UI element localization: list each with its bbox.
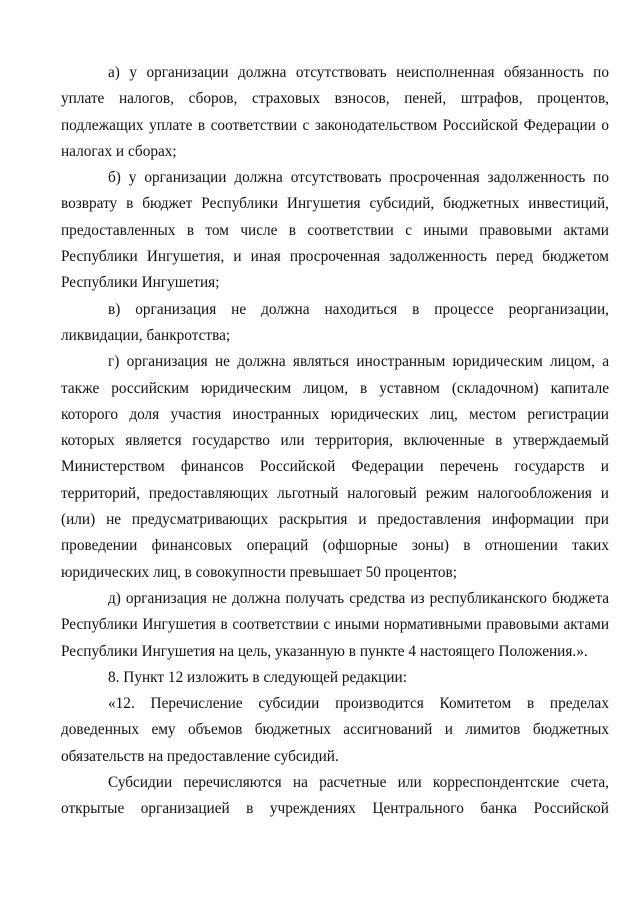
- paragraph-item-12: «12. Перечисление субсидии производится Комитетом в пределах доведенных ему объемов бюджетных ассигнований и лимитов бюджетных обязательств на предоставление субсидий.: [61, 695, 609, 765]
- document-page: [61, 60, 609, 823]
- paragraph-b: б) у организации должна отсутствовать просроченная задолженность по возврату в бюджет Республики Ингушетия субсидий, бюджетных инвестиций, предоставленных в том числе в соответствии с иными правовыми актами Республики Ингушетия, и иная просроченная задолженность перед бюджетом Республики Ингушетия;: [61, 169, 609, 292]
- paragraph-d: д) организация не должна получать средства из республиканского бюджета Республики Ингушетия в соответствии с иными нормативными правовыми актами Республики Ингушетия на цель, указанную в пункте 4 настоящего Положения.».: [61, 589, 609, 660]
- paragraph-item-8: 8. Пункт 12 изложить в следующей редакции:: [108, 668, 407, 686]
- paragraph-v: в) организация не должна находиться в процессе реорганизации, ликвидации, банкротства;: [61, 300, 609, 344]
- paragraph-g: г) организация не должна являться иностранным юридическим лицом, а также российским юридическим лицом, в уставном (складочном) капитале которого доля участия иностранных юридических лиц, местом регистрации которых является государство или территория, включенные в утверждаемый Министерством финансов Российской Федерации перечень государств и территорий, предоставляющих льготный налоговый режим налогообложения и (или) не предусматривающих раскрытия и предоставления информации при проведении финансовых операций (офшорные зоны) в отношении таких юридических лиц, в совокупности превышает 50 процентов;: [61, 353, 609, 581]
- paragraph-a: а) у организации должна отсутствовать неисполненная обязанность по уплате налогов, сборов, страховых взносов, пеней, штрафов, процентов, подлежащих уплате в соответствии с законодательством Российской Федерации о налогах и сборах;: [61, 64, 609, 160]
- paragraph-subsidy-transfer: Субсидии перечисляются на расчетные или корреспондентские счета, открытые организацией в учреждениях Центрального банка Российской: [61, 774, 609, 818]
